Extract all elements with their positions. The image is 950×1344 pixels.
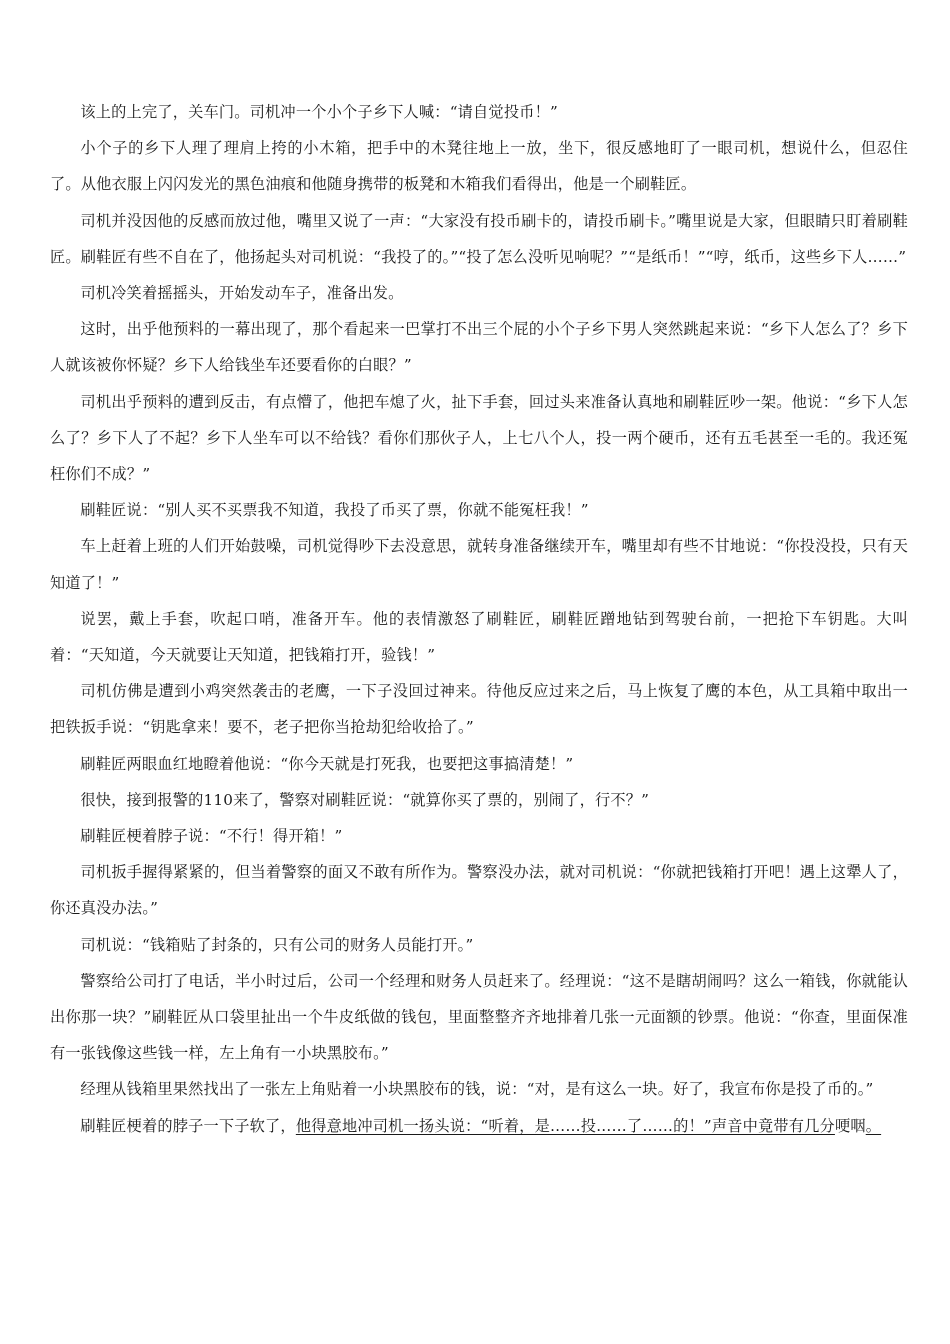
final-plain-text: 刷鞋匠梗着的脖子一下子软了，	[80, 1116, 296, 1135]
paragraph-14: 司机扳手握得紧紧的，但当着警察的面又不敢有所作为。警察没办法，就对司机说：“你就把钱箱打开吧！遇上这犟人了，你还真没办法。”	[50, 863, 908, 918]
paragraph-17: 经理从钱箱里果然找出了一张左上角贴着一小块黑胶布的钱，说：“对，是有这么一块。好了，我宣布你是投了币的。”	[80, 1080, 874, 1099]
paragraph-2: 小个子的乡下人理了理肩上挎的小木箱，把手中的木凳往地上一放，坐下，很反感地盯了一眼司机，想说什么，但忍住了。从他衣服上闪闪发光的黑色油痕和他随身携带的板凳和木箱我们看得出，他是一个刷鞋匠。	[50, 139, 908, 194]
paragraph-11: 刷鞋匠两眼血红地瞪着他说：“你今天就是打死我，也要把这事搞清楚！”	[80, 754, 574, 773]
paragraph-7: 刷鞋匠说：“别人买不买票我不知道，我投了币买了票，你就不能冤枉我！”	[80, 501, 589, 520]
paragraph-5: 这时，出乎他预料的一幕出现了，那个看起来一巴掌打不出三个屁的小个子乡下男人突然跳起来说：“乡下人怎么了？乡下人就该被你怀疑？乡下人给钱坐车还要看你的白眼？”	[50, 320, 908, 375]
paragraph-1: 该上的上完了，关车门。司机冲一个小个子乡下人喊：“请自觉投币！”	[80, 103, 558, 121]
paragraph-15: 司机说：“钱箱贴了封条的，只有公司的财务人员能打开。”	[80, 935, 474, 954]
paragraph-10: 司机仿佛是遭到小鸡突然袭击的老鹰，一下子没回过神来。待他反应过来之后，马上恢复了鹰的本色，从工具箱中取出一把铁扳手说：“钥匙拿来！要不，老子把你当抢劫犯给收拾了。”	[50, 682, 908, 737]
paragraph-3: 司机并没因他的反感而放过他，嘴里又说了一声：“大家没有投币刷卡的，请投币刷卡。”嘴里说是大家，但眼睛只盯着刷鞋匠。刷鞋匠有些不自在了，他扬起头对司机说：“我投了的。”“投了怎么没听见响呢？”“是纸币！”“哼，纸币，这些乡下人……”	[50, 211, 908, 266]
paragraph-16: 警察给公司打了电话，半小时过后，公司一个经理和财务人员赶来了。经理说：“这不是瞎胡闹吗？这么一箱钱，你就能认出你那一块？”刷鞋匠从口袋里扯出一个牛皮纸做的钱包，里面整整齐齐地排着几张一元面额的钞票。他说：“你查，里面保准有一张钱像这些钱一样，左上角有一小块黑胶布。”	[50, 971, 908, 1063]
final-word: 哽咽	[834, 1116, 866, 1135]
paragraph-13: 刷鞋匠梗着脖子说：“不行！得开箱！”	[80, 827, 343, 846]
paragraph-12: 很快，接到报警的110来了，警察对刷鞋匠说：“就算你买了票的，别闹了，行不？”	[80, 790, 650, 809]
story-body	[50, 94, 908, 1144]
paragraph-6: 司机出乎预料的遭到反击，有点懵了，他把车熄了火，扯下手套，回过头来准备认真地和刷鞋匠吵一架。他说：“乡下人怎么了？乡下人了不起？乡下人坐车可以不给钱？看你们那伙子人，上七八个人，投一两个硬币，还有五毛甚至一毛的。我还冤枉你们不成？”	[50, 392, 908, 484]
final-underlined-period: 。	[865, 1116, 882, 1135]
paragraph-8: 车上赶着上班的人们开始鼓噪，司机觉得吵下去没意思，就转身准备继续开车，嘴里却有些不甘地说：“你投没投，只有天知道了！”	[50, 537, 908, 592]
final-underlined-sentence: 他得意地冲司机一扬头说：“听着，是……投……了……的！”声音中竟带有几分	[295, 1116, 835, 1135]
paragraph-18	[50, 1108, 908, 1144]
paragraph-9: 说罢，戴上手套，吹起口哨，准备开车。他的表情激怒了刷鞋匠，刷鞋匠蹭地钻到驾驶台前，一把抢下车钥匙。大叫着：“天知道，今天就要让天知道，把钱箱打开，验钱！”	[50, 609, 908, 665]
paragraph-4: 司机冷笑着摇摇头，开始发动车子，准备出发。	[80, 284, 404, 303]
